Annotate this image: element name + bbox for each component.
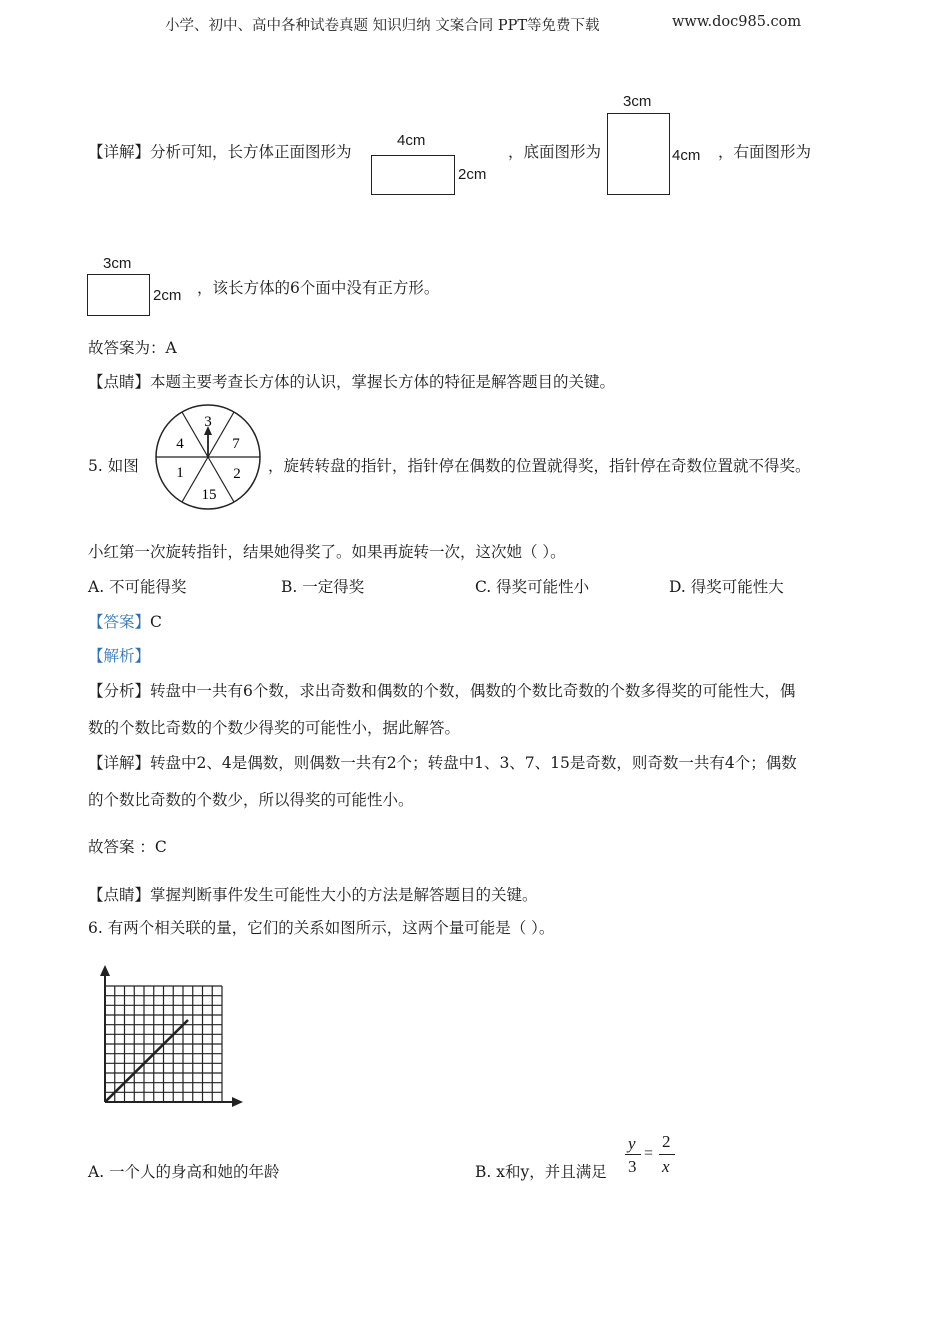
answer-tag: 【答案】 [88,613,151,631]
q6-stem: 6. 有两个相关联的量，它们的关系如图所示，这两个量可能是（ ）。 [88,919,555,937]
right-rect-top-label: 3cm [103,255,132,272]
q6-formula [624,1134,676,1182]
spinner-number-2: 2 [233,466,241,482]
q4-bottom-face-label: ，底面图形为 [508,143,602,161]
q5-option-a: A. 不可能得奖 [88,578,187,596]
q5-option-c: C. 得奖可能性小 [475,578,590,596]
header-left-text: 小学、初中、高中各种试卷真题 知识归纳 文案合同 PPT等免费下载 [165,18,600,34]
spinner-number-7: 7 [232,436,240,452]
front-face-rectangle [371,155,455,195]
q5-detail-line2: 的个数比奇数的个数少，所以得奖的可能性小。 [88,791,414,809]
analysis-tag: 【解析】 [88,647,151,665]
formula-left-fraction-bar [625,1154,641,1155]
q5-detail-line1: 【详解】转盘中2、4是偶数，则偶数一共有2个；转盘中1、3、7、15是奇数，则奇数一共有4个；偶数 [88,754,797,772]
spinner-number-1: 1 [176,465,184,481]
bottom-rect-side-label: 4cm [672,147,701,164]
right-face-rectangle [87,274,150,316]
right-rect-side-label: 2cm [153,287,182,304]
answer-value: C [150,613,162,631]
q4-answer-line: 故答案为：A [88,339,177,357]
front-rect-side-label: 2cm [458,166,487,183]
q5-suffix: ，旋转转盘的指针，指针停在偶数的位置就得奖，指针停在奇数位置就不得奖。 [268,457,811,475]
formula-equals: = [644,1145,654,1162]
spinner-number-3: 3 [204,414,212,430]
formula-right-numerator: 2 [662,1132,671,1151]
spinner-number-4: 4 [176,436,184,452]
q4-conclusion: ，该长方体的6个面中没有正方形。 [197,279,440,297]
front-rect-top-label: 4cm [397,132,426,149]
bottom-face-rectangle [607,113,670,195]
q5-note: 【点睛】掌握判断事件发生可能性大小的方法是解答题目的关键。 [88,886,538,904]
q4-note: 【点睛】本题主要考查长方体的认识，掌握长方体的特征是解答题目的关键。 [88,373,616,391]
x-axis-arrowhead [232,1097,243,1107]
q6-grid-graph [96,962,246,1107]
q5-prefix: 5. 如图 [88,457,139,475]
q5-line2: 小红第一次旋转指针，结果她得奖了。如果再旋转一次，这次她（ ）。 [88,543,566,561]
q5-analysis-line2: 数的个数比奇数的个数少得奖的可能性小，据此解答。 [88,719,461,737]
formula-right-fraction-bar [659,1154,675,1155]
relation-line [105,1020,188,1102]
header-website: www.doc985.com [672,14,802,30]
bottom-rect-top-label: 3cm [623,93,652,110]
formula-left-numerator: y [628,1134,636,1153]
q5-option-d: D. 得奖可能性大 [669,578,784,596]
q4-right-face-label: ，右面图形为 [718,143,812,161]
q6-option-a: A. 一个人的身高和她的年龄 [88,1163,280,1181]
q5-analysis-line1: 【分析】转盘中一共有6个数，求出奇数和偶数的个数，偶数的个数比奇数的个数多得奖的可能性大，偶 [88,682,796,700]
formula-left-denominator: 3 [628,1157,637,1176]
q5-answer-line: 故答案 ：C [88,838,167,856]
formula-right-denominator: x [662,1157,670,1176]
q4-detail-prefix: 【详解】分析可知，长方体正面图形为 [88,143,352,161]
q6-option-b: B. x和y，并且满足 [475,1163,607,1181]
spinner-number-15: 15 [201,487,217,503]
y-axis-arrowhead [100,965,110,976]
q5-answer-row [88,612,162,632]
q5-option-b: B. 一定得奖 [281,578,365,596]
spinner-wheel-figure [154,402,264,512]
